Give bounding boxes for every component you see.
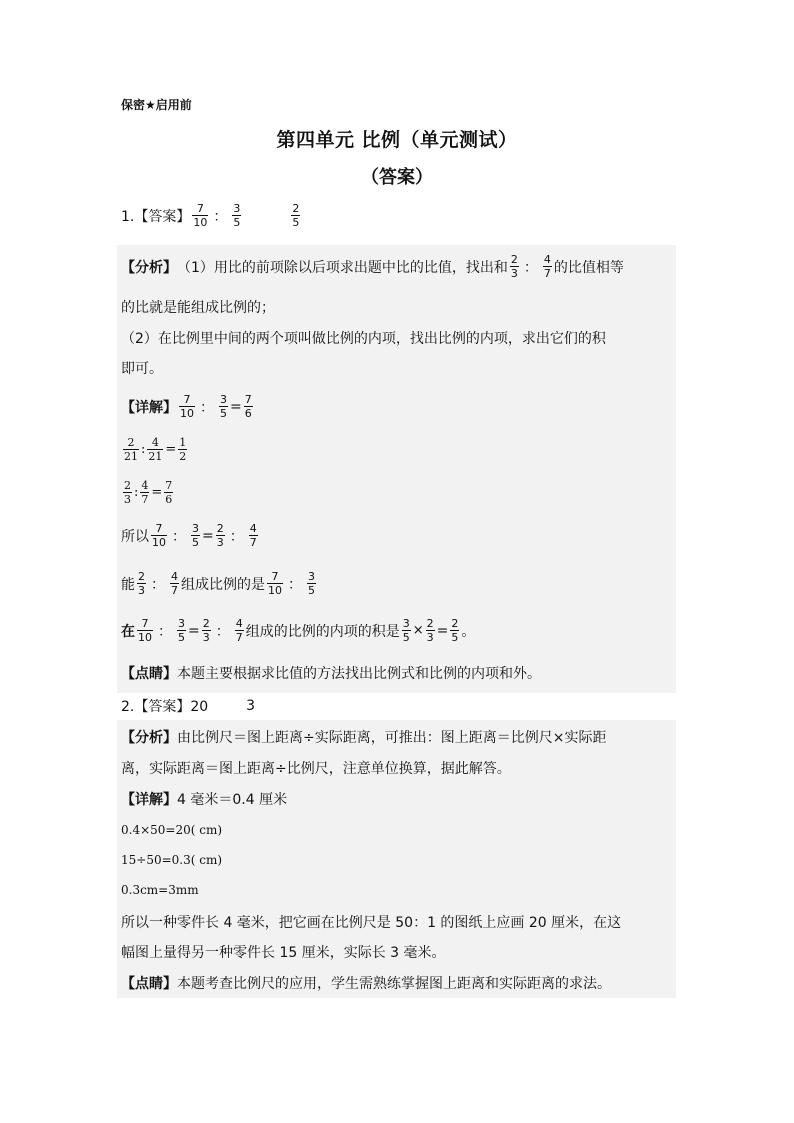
q1-can-line bbox=[121, 571, 318, 596]
text-span: 10 bbox=[152, 536, 166, 549]
q1-answer-label: 1.【答案】 bbox=[121, 208, 191, 225]
fraction bbox=[267, 571, 283, 596]
text-span: 5 bbox=[233, 216, 241, 229]
text-span: 6 bbox=[244, 407, 252, 420]
fraction bbox=[291, 203, 300, 228]
text-span: 3 bbox=[220, 393, 227, 406]
text-span: ： bbox=[215, 623, 230, 640]
fraction bbox=[543, 254, 552, 279]
fraction bbox=[216, 523, 225, 548]
fraction bbox=[151, 523, 167, 548]
text-span: 3 bbox=[402, 617, 410, 630]
text-span: ： bbox=[172, 528, 186, 545]
q1-analysis-line-2: 的比就是能组成比例的； bbox=[121, 300, 275, 316]
q1-so-line bbox=[121, 523, 260, 548]
q1-detail-line-2 bbox=[121, 437, 189, 462]
text-span: 4 bbox=[249, 522, 257, 535]
text-span: 所以 bbox=[121, 528, 149, 545]
text-span: 4 bbox=[141, 479, 149, 492]
text-span: 7 bbox=[235, 631, 243, 644]
text-span: 【详解】 bbox=[121, 792, 177, 808]
text-span: 2 bbox=[179, 450, 187, 463]
text-span: 本题主要根据求比值的方法找出比例式和比例的内项和外。 bbox=[177, 666, 541, 682]
q2-detail-line bbox=[121, 789, 287, 809]
text-span: 3 bbox=[138, 584, 145, 597]
fraction bbox=[170, 571, 179, 596]
page-subtitle: （答案） bbox=[361, 167, 433, 188]
text-span: = bbox=[151, 485, 163, 500]
text-span: 组成比例的是 bbox=[181, 576, 265, 593]
text-span: （1）用比的前项除以后项求出题中比的比值，找出和 bbox=[177, 259, 508, 276]
text-span: 5 bbox=[308, 584, 315, 597]
page-title: 第四单元 比例（单元测试） bbox=[276, 129, 518, 151]
fraction bbox=[510, 254, 519, 279]
q2-conclusion-1: 所以一种零件长 4 毫米，把它画在比例尺是 50：1 的图纸上应画 20 厘米，在这 bbox=[121, 915, 622, 931]
text-span: 3 bbox=[246, 698, 256, 714]
text-span: ： bbox=[229, 528, 244, 545]
q1-answer-line bbox=[121, 203, 302, 228]
text-span: : bbox=[141, 442, 146, 457]
text-span: 由比例尺＝图上距离÷实际距离，可推出：图上距离＝比例尺×实际距 bbox=[177, 730, 607, 746]
text-span: 在 bbox=[121, 623, 135, 640]
q1-analysis-line-1 bbox=[121, 254, 624, 279]
text-span: 5 bbox=[402, 631, 410, 644]
text-span: = bbox=[436, 622, 449, 639]
text-span: 【详解】 bbox=[121, 399, 177, 416]
text-span: 3 bbox=[510, 267, 518, 280]
text-span: 3 bbox=[192, 522, 199, 535]
text-span: 2 bbox=[124, 479, 131, 492]
text-span: 21 bbox=[148, 450, 163, 463]
text-span: 10 bbox=[268, 584, 282, 597]
text-span: 。 bbox=[461, 623, 476, 640]
text-span: 7 bbox=[244, 393, 252, 406]
text-span: 5 bbox=[292, 216, 300, 229]
text-span: = bbox=[165, 442, 177, 457]
text-span: = bbox=[188, 622, 200, 639]
text-span: 7 bbox=[183, 393, 191, 406]
text-span: ： bbox=[158, 623, 172, 640]
text-span: 本题考查比例尺的应用，学生需熟练掌握图上距离和实际距离的求法。 bbox=[177, 976, 611, 992]
text-span: 【分析】 bbox=[121, 730, 177, 746]
text-span: 能 bbox=[121, 576, 135, 593]
q2-conclusion-2: 幅图上量得另一种零件长 15 厘米，实际长 3 毫米。 bbox=[121, 945, 446, 961]
text-span: 3 bbox=[308, 570, 315, 583]
text-span: 5 bbox=[178, 631, 185, 644]
text-span: 4 bbox=[543, 253, 551, 266]
text-span: 3 bbox=[233, 202, 241, 215]
q2-calc-2: 15÷50=0.3( cm) bbox=[121, 853, 223, 867]
text-span: 2.【答案】20 bbox=[121, 699, 209, 715]
text-span: 7 bbox=[249, 536, 257, 549]
text-span: 【点睛】 bbox=[121, 976, 177, 992]
text-span: 2 bbox=[216, 522, 224, 535]
q2-calc-3: 0.3cm=3mm bbox=[121, 883, 199, 897]
text-span: 组成的比例的内项的积是 bbox=[245, 623, 400, 640]
text-span: 2 bbox=[426, 617, 434, 630]
fraction bbox=[147, 437, 163, 462]
text-span: 7 bbox=[196, 202, 204, 215]
fraction bbox=[232, 203, 241, 228]
q1-detail-line-3 bbox=[121, 480, 175, 505]
text-span: = bbox=[230, 398, 242, 415]
fraction bbox=[426, 618, 435, 643]
fraction bbox=[249, 523, 258, 548]
text-span: 7 bbox=[543, 267, 551, 280]
text-span: ： bbox=[151, 576, 165, 593]
fraction bbox=[137, 618, 153, 643]
text-span: 10 bbox=[180, 407, 194, 420]
q1-analysis-line-3: （2）在比例里中间的两个项叫做比例的内项，找出比例的内项，求出它们的积 bbox=[121, 331, 606, 347]
text-span: 7 bbox=[165, 479, 173, 492]
fraction bbox=[137, 571, 146, 596]
q2-point-line bbox=[121, 973, 611, 993]
text-span: 3 bbox=[426, 631, 434, 644]
text-span: 4 毫米＝0.4 厘米 bbox=[177, 792, 288, 808]
text-span: 的比值相等 bbox=[553, 259, 624, 276]
text-span: 【点睛】 bbox=[121, 666, 177, 682]
text-span: 7 bbox=[171, 584, 178, 597]
fraction bbox=[191, 523, 200, 548]
q1-in-line bbox=[121, 618, 475, 643]
text-span: 6 bbox=[165, 493, 173, 506]
fraction bbox=[123, 480, 132, 505]
fraction bbox=[244, 394, 253, 419]
text-span: 10 bbox=[138, 631, 152, 644]
text-span: 5 bbox=[220, 407, 227, 420]
fraction bbox=[307, 571, 316, 596]
text-span: 4 bbox=[151, 436, 159, 449]
text-span: 5 bbox=[192, 536, 199, 549]
fraction bbox=[235, 618, 244, 643]
fraction bbox=[402, 618, 411, 643]
text-span: 2 bbox=[510, 253, 518, 266]
q1-analysis-line-4: 即可。 bbox=[121, 361, 163, 377]
text-span: 3 bbox=[216, 536, 224, 549]
text-span: 7 bbox=[155, 522, 163, 535]
fraction bbox=[164, 480, 173, 505]
text-span: ： bbox=[523, 259, 538, 276]
text-span: 2 bbox=[127, 436, 135, 449]
text-span: 7 bbox=[271, 570, 279, 583]
fraction bbox=[123, 437, 139, 462]
text-span: 3 bbox=[202, 631, 210, 644]
text-span: 3 bbox=[124, 493, 131, 506]
q2-analysis-line-2: 离，实际距离＝图上距离÷比例尺，注意单位换算，据此解答。 bbox=[121, 761, 511, 777]
text-span: ： bbox=[213, 208, 228, 225]
text-span: 2 bbox=[292, 202, 300, 215]
text-span: 21 bbox=[124, 450, 138, 463]
fraction bbox=[177, 618, 186, 643]
text-span: = bbox=[202, 527, 214, 544]
fraction bbox=[179, 394, 195, 419]
text-span: 7 bbox=[141, 493, 149, 506]
q2-answer-line bbox=[121, 696, 255, 716]
fraction bbox=[192, 203, 208, 228]
fraction bbox=[178, 437, 187, 462]
text-span: × bbox=[412, 623, 424, 638]
text-span: ： bbox=[288, 576, 302, 593]
q2-calc-1: 0.4×50=20( cm) bbox=[121, 823, 223, 837]
text-span: 7 bbox=[141, 617, 149, 630]
q1-point-line bbox=[121, 663, 541, 683]
text-span: 2 bbox=[451, 617, 459, 630]
text-span: 10 bbox=[193, 216, 208, 229]
text-span: 3 bbox=[178, 617, 185, 630]
fraction bbox=[219, 394, 228, 419]
text-span: 4 bbox=[171, 570, 178, 583]
fraction bbox=[202, 618, 211, 643]
confidential-mark: 保密★启用前 bbox=[121, 98, 192, 112]
q1-detail-line-1 bbox=[121, 394, 255, 419]
q2-analysis-line-1 bbox=[121, 727, 606, 747]
fraction bbox=[140, 480, 149, 505]
text-span: 1 bbox=[179, 436, 187, 449]
text-span: 4 bbox=[235, 617, 243, 630]
text-span: 2 bbox=[202, 617, 210, 630]
text-span: 5 bbox=[451, 631, 459, 644]
text-span: : bbox=[134, 485, 139, 500]
fraction bbox=[450, 618, 459, 643]
text-span: 2 bbox=[138, 570, 145, 583]
text-span: 【分析】 bbox=[121, 259, 177, 276]
text-span: ： bbox=[200, 399, 214, 416]
